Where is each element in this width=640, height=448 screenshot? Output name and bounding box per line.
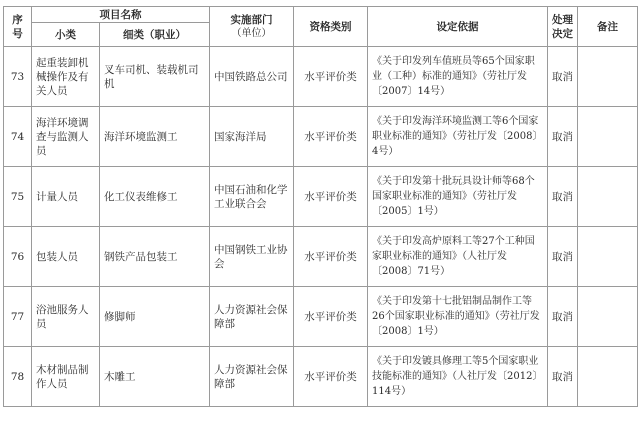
- header-small-category: 小类: [32, 23, 100, 47]
- cell-remark: [578, 107, 638, 167]
- cell-seq: 76: [4, 227, 32, 287]
- qualification-table: [3, 6, 638, 407]
- cell-small-category: 包装人员: [32, 227, 100, 287]
- cell-basis: 《关于印发镀具修理工等5个国家职业技能标准的通知》（人社厅发〔2012〕114号）: [368, 347, 548, 407]
- cell-remark: [578, 47, 638, 107]
- table-row: [4, 287, 638, 347]
- table-row: [4, 227, 638, 287]
- cell-seq: 75: [4, 167, 32, 227]
- cell-small-category: 起重装卸机械操作及有关人员: [32, 47, 100, 107]
- header-dept-unit: （单位）: [231, 27, 272, 39]
- table-row: [4, 347, 638, 407]
- cell-qual-type: 水平评价类: [294, 227, 368, 287]
- cell-sub-category: 木雕工: [100, 347, 210, 407]
- cell-remark: [578, 347, 638, 407]
- header-decision: 处理决定: [548, 7, 578, 47]
- header-seq: 序号: [4, 7, 32, 47]
- cell-qual-type: 水平评价类: [294, 287, 368, 347]
- cell-sub-category: 修脚师: [100, 287, 210, 347]
- cell-small-category: 海洋环境调查与监测人员: [32, 107, 100, 167]
- cell-decision: 取消: [548, 167, 578, 227]
- header-dept-label: 实施部门: [230, 13, 273, 26]
- cell-qual-type: 水平评价类: [294, 347, 368, 407]
- header-qual-type: 资格类别: [294, 7, 368, 47]
- cell-decision: 取消: [548, 287, 578, 347]
- cell-dept: 中国石油和化学工业联合会: [210, 167, 294, 227]
- cell-sub-category: 钢铁产品包装工: [100, 227, 210, 287]
- cell-seq: 78: [4, 347, 32, 407]
- cell-dept: 人力资源社会保障部: [210, 347, 294, 407]
- cell-qual-type: 水平评价类: [294, 107, 368, 167]
- cell-qual-type: 水平评价类: [294, 167, 368, 227]
- cell-dept: 中国钢铁工业协会: [210, 227, 294, 287]
- cell-seq: 77: [4, 287, 32, 347]
- cell-remark: [578, 167, 638, 227]
- cell-basis: 《关于印发高炉原料工等27个工种国家职业标准的通知》（人社厅发〔2008〕71号）: [368, 227, 548, 287]
- cell-sub-category: 叉车司机、装载机司机: [100, 47, 210, 107]
- cell-small-category: 木材制品制作人员: [32, 347, 100, 407]
- cell-basis: 《关于印发海洋环境监测工等6个国家职业标准的通知》（劳社厅发〔2008〕4号）: [368, 107, 548, 167]
- cell-decision: 取消: [548, 227, 578, 287]
- cell-dept: 人力资源社会保障部: [210, 287, 294, 347]
- cell-remark: [578, 227, 638, 287]
- cell-decision: 取消: [548, 107, 578, 167]
- cell-small-category: 浴池服务人员: [32, 287, 100, 347]
- cell-basis: 《关于印发列车值班员等65个国家职业（工种）标准的通知》（劳社厅发〔2007〕14号）: [368, 47, 548, 107]
- header-project-name: 项目名称: [32, 7, 210, 23]
- cell-seq: 74: [4, 107, 32, 167]
- cell-decision: 取消: [548, 347, 578, 407]
- cell-qual-type: 水平评价类: [294, 47, 368, 107]
- cell-sub-category: 化工仪表维修工: [100, 167, 210, 227]
- header-dept: [210, 7, 294, 47]
- table-row: [4, 107, 638, 167]
- header-basis: 设定依据: [368, 7, 548, 47]
- header-remark: 备注: [578, 7, 638, 47]
- cell-seq: 73: [4, 47, 32, 107]
- cell-basis: 《关于印发第十七批铝制品制作工等26个国家职业标准的通知》（劳社厅发〔2008〕1号）: [368, 287, 548, 347]
- table-row: [4, 167, 638, 227]
- cell-basis: 《关于印发第十批玩具设计师等68个国家职业标准的通知》（劳社厅发〔2005〕1号）: [368, 167, 548, 227]
- cell-remark: [578, 287, 638, 347]
- cell-dept: 国家海洋局: [210, 107, 294, 167]
- table-row: [4, 47, 638, 107]
- cell-sub-category: 海洋环境监测工: [100, 107, 210, 167]
- table-body: [4, 47, 638, 407]
- cell-small-category: 计量人员: [32, 167, 100, 227]
- header-sub-category: 细类（职业）: [100, 23, 210, 47]
- cell-decision: 取消: [548, 47, 578, 107]
- cell-dept: 中国铁路总公司: [210, 47, 294, 107]
